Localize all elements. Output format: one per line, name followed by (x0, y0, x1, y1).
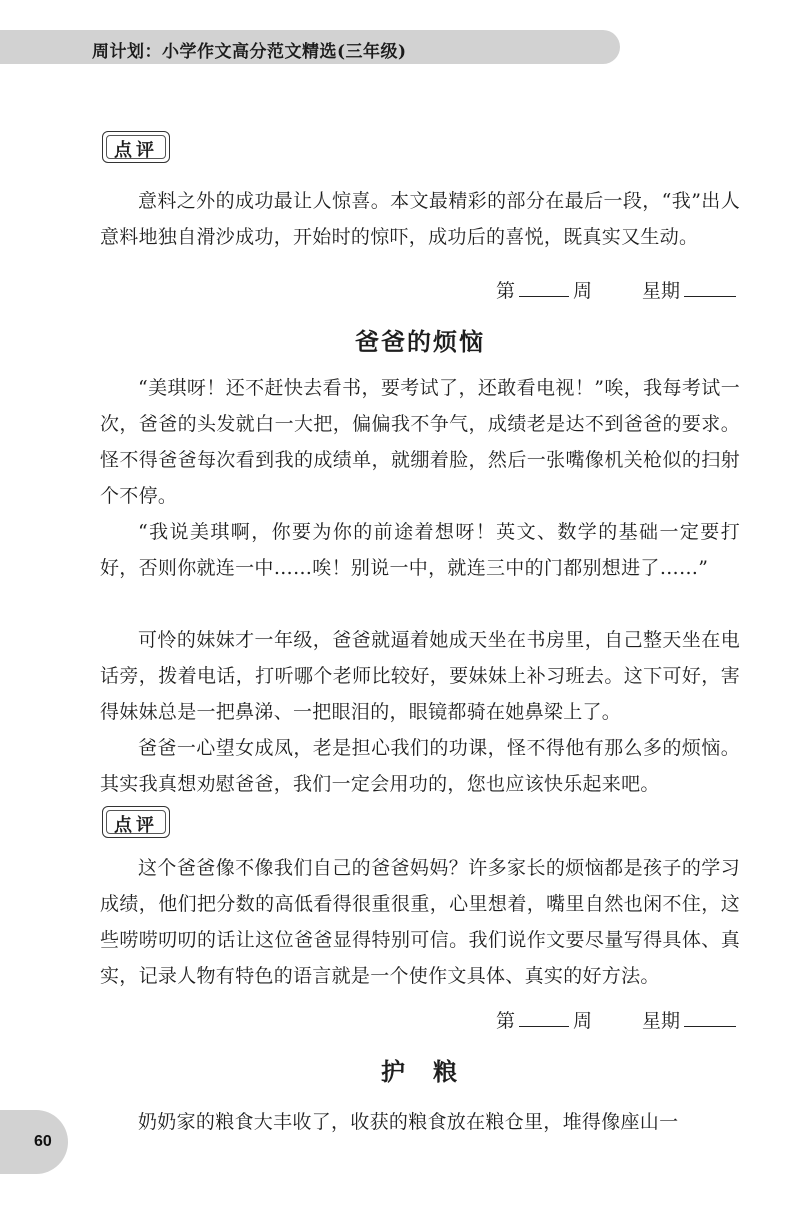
week-line (496, 276, 740, 303)
weekday-blank (684, 1008, 736, 1027)
week-zhou-label: 周 (572, 1010, 592, 1032)
review-tag (102, 806, 170, 838)
page-number: 60 (34, 1133, 52, 1150)
week-di-label: 第 (495, 1010, 515, 1032)
review-tag (102, 131, 170, 163)
weekday-blank (684, 278, 736, 297)
week-number-blank (519, 278, 569, 297)
running-header-title: 周计划：小学作文高分范文精选(三年级) (92, 42, 407, 62)
weekday-label: 星期 (641, 280, 680, 302)
article-paragraph: 爸爸一心望女成凤，老是担心我们的功课，怪不得他有那么多的烦恼。其实我真想劝慰爸爸，我们一定会用功的，您也应该快乐起来吧。 (100, 737, 740, 795)
week-di-label: 第 (495, 280, 515, 302)
article-paragraph: 奶奶家的粮食大丰收了，收获的粮食放在粮仓里，堆得像座山一 (138, 1111, 679, 1133)
review-text: 这个爸爸像不像我们自己的爸爸妈妈？许多家长的烦恼都是孩子的学习成绩，他们把分数的高低看得很重很重，心里想着，嘴里自然也闲不住，这些唠唠叨叨的话让这位爸爸显得特别可信。我们说作文要尽量写得具体、真实，记录人物有特色的语言就是一个使作文具体、真实的好方法。 (100, 857, 740, 987)
article-title: 爸爸的烦恼 (355, 327, 485, 356)
article-paragraph: 可怜的妹妹才一年级，爸爸就逼着她成天坐在书房里，自己整天坐在电话旁，拨着电话，打听哪个老师比较好，要妹妹上补习班去。这下可好，害得妹妹总是一把鼻涕、一把眼泪的，眼镜都骑在她鼻梁上了。 (100, 629, 740, 723)
review-tag-label: 点评 (114, 140, 158, 161)
review-text: 意料之外的成功最让人惊喜。本文最精彩的部分在最后一段，“我”出人意料地独自滑沙成功，开始时的惊吓，成功后的喜悦，既真实又生动。 (100, 190, 740, 248)
week-zhou-label: 周 (572, 280, 592, 302)
week-line (496, 1006, 740, 1033)
article-paragraph: “美琪呀！还不赶快去看书，要考试了，还敢看电视！”唉，我每考试一次，爸爸的头发就白一大把，偏偏我不争气，成绩老是达不到爸爸的要求。怪不得爸爸每次看到我的成绩单，就绷着脸，然后一张嘴像机关枪似的扫射个不停。 (100, 377, 740, 507)
week-number-blank (519, 1008, 569, 1027)
review-tag-label: 点评 (114, 815, 158, 836)
article-paragraph: “我说美琪啊，你要为你的前途着想呀！英文、数学的基础一定要打好，否则你就连一中……唉！别说一中，就连三中的门都别想进了……” (100, 521, 740, 579)
weekday-label: 星期 (641, 1010, 680, 1032)
article-title: 护 粮 (381, 1057, 459, 1086)
